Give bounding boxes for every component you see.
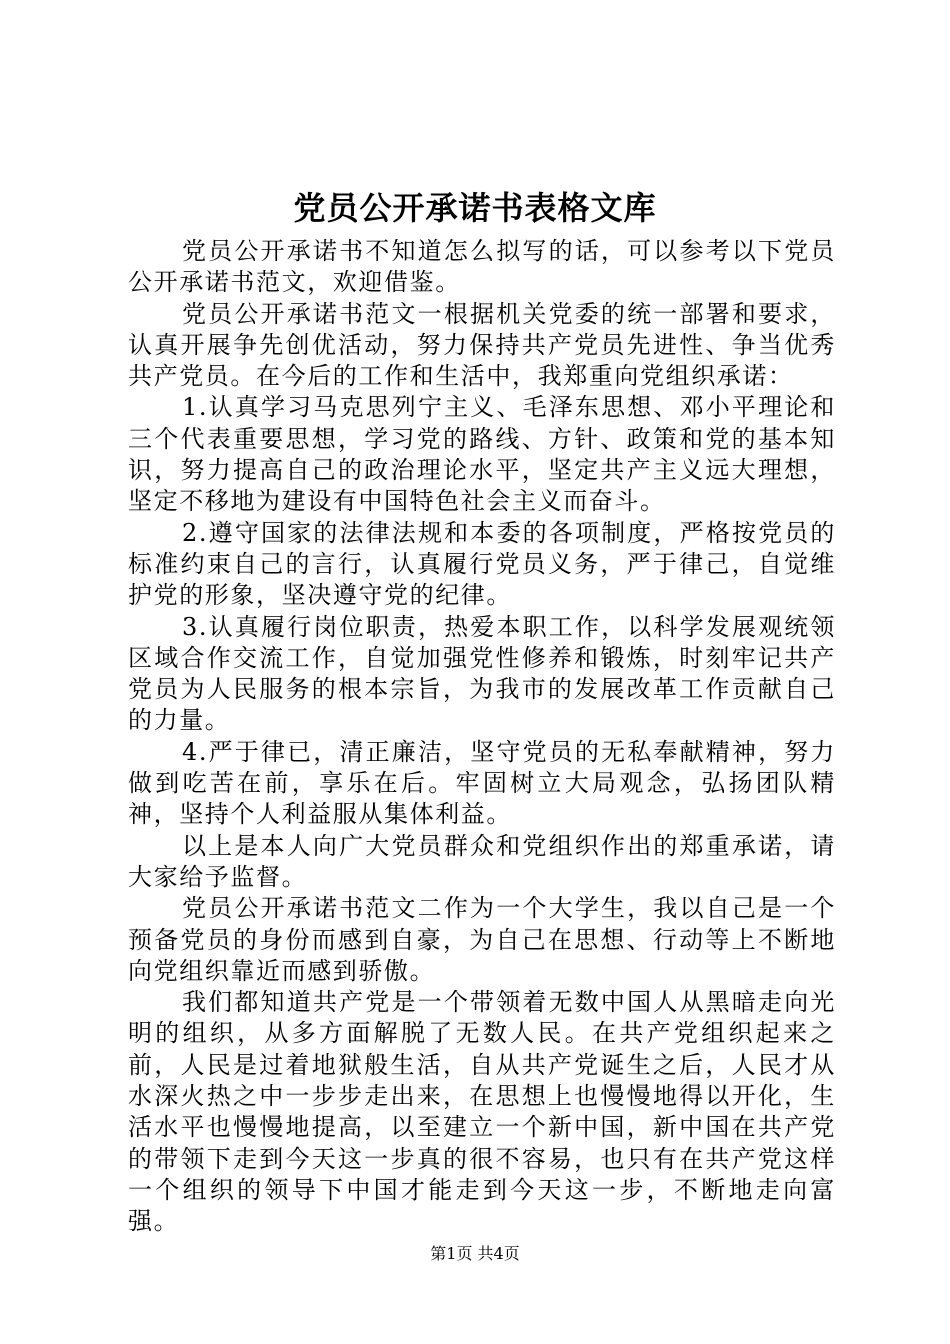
paragraph-closing: 以上是本人向广大党员群众和党组织作出的郑重承诺，请大家给予监督。 — [128, 831, 836, 891]
paragraph-item-3: 3.认真履行岗位职责，热爱本职工作，以科学发展观统领区域合作交流工作，自觉加强党性修养和锻炼，时刻牢记共产党员为人民服务的根本宗旨，为我市的发展改革工作贡献自己的力量。 — [128, 612, 836, 735]
paragraph-item-2: 2.遵守国家的法律法规和本委的各项制度，严格按党员的标准约束自己的言行，认真履行党员义务，严于律己，自觉维护党的形象，坚决遵守党的纪律。 — [128, 518, 836, 610]
page-number: 第1页 共4页 — [430, 1244, 520, 1263]
paragraph-sample-one: 党员公开承诺书范文一根据机关党委的统一部署和要求，认真开展争先创优活动，努力保持共产党员先进性、争当优秀共产党员。在今后的工作和生活中，我郑重向党组织承诺： — [128, 299, 836, 391]
paragraph-item-4: 4.严于律已，清正廉洁，坚守党员的无私奉献精神，努力做到吃苦在前，享乐在后。牢固树立大局观念，弘扬团队精神，坚持个人利益服从集体利益。 — [128, 737, 836, 829]
paragraph-sample-two: 党员公开承诺书范文二作为一个大学生，我以自己是一个预备党员的身份而感到自豪，为自己在思想、行动等上不断地向党组织靠近而感到骄傲。 — [128, 894, 836, 985]
document-body — [128, 236, 836, 1238]
paragraph-party-history: 我们都知道共产党是一个带领着无数中国人从黑暗走向光明的组织，从多方面解脱了无数人民。在共产党组织起来之前，人民是过着地狱般生活，自从共产党诞生之后，人民才从水深火热之中一步步走出来，在思想上也慢慢地得以开化，生活水平也慢慢地提高，以至建立一个新中国，新中国在共产党的带领下走到今天这一步真的很不容易，也只有在共产党这样一个组织的领导下中国才能走到今天这一步，不断地走向富强。 — [128, 988, 836, 1236]
document-title: 党员公开承诺书表格文库 — [293, 189, 657, 227]
paragraph-item-1: 1.认真学习马克思列宁主义、毛泽东思想、邓小平理论和三个代表重要思想，学习党的路线、方针、政策和党的基本知识，努力提高自己的政治理论水平，坚定共产主义远大理想，坚定不移地为建设有中国特色社会主义而奋斗。 — [128, 393, 836, 516]
paragraph-intro: 党员公开承诺书不知道怎么拟写的话，可以参考以下党员公开承诺书范文，欢迎借鉴。 — [128, 237, 836, 297]
